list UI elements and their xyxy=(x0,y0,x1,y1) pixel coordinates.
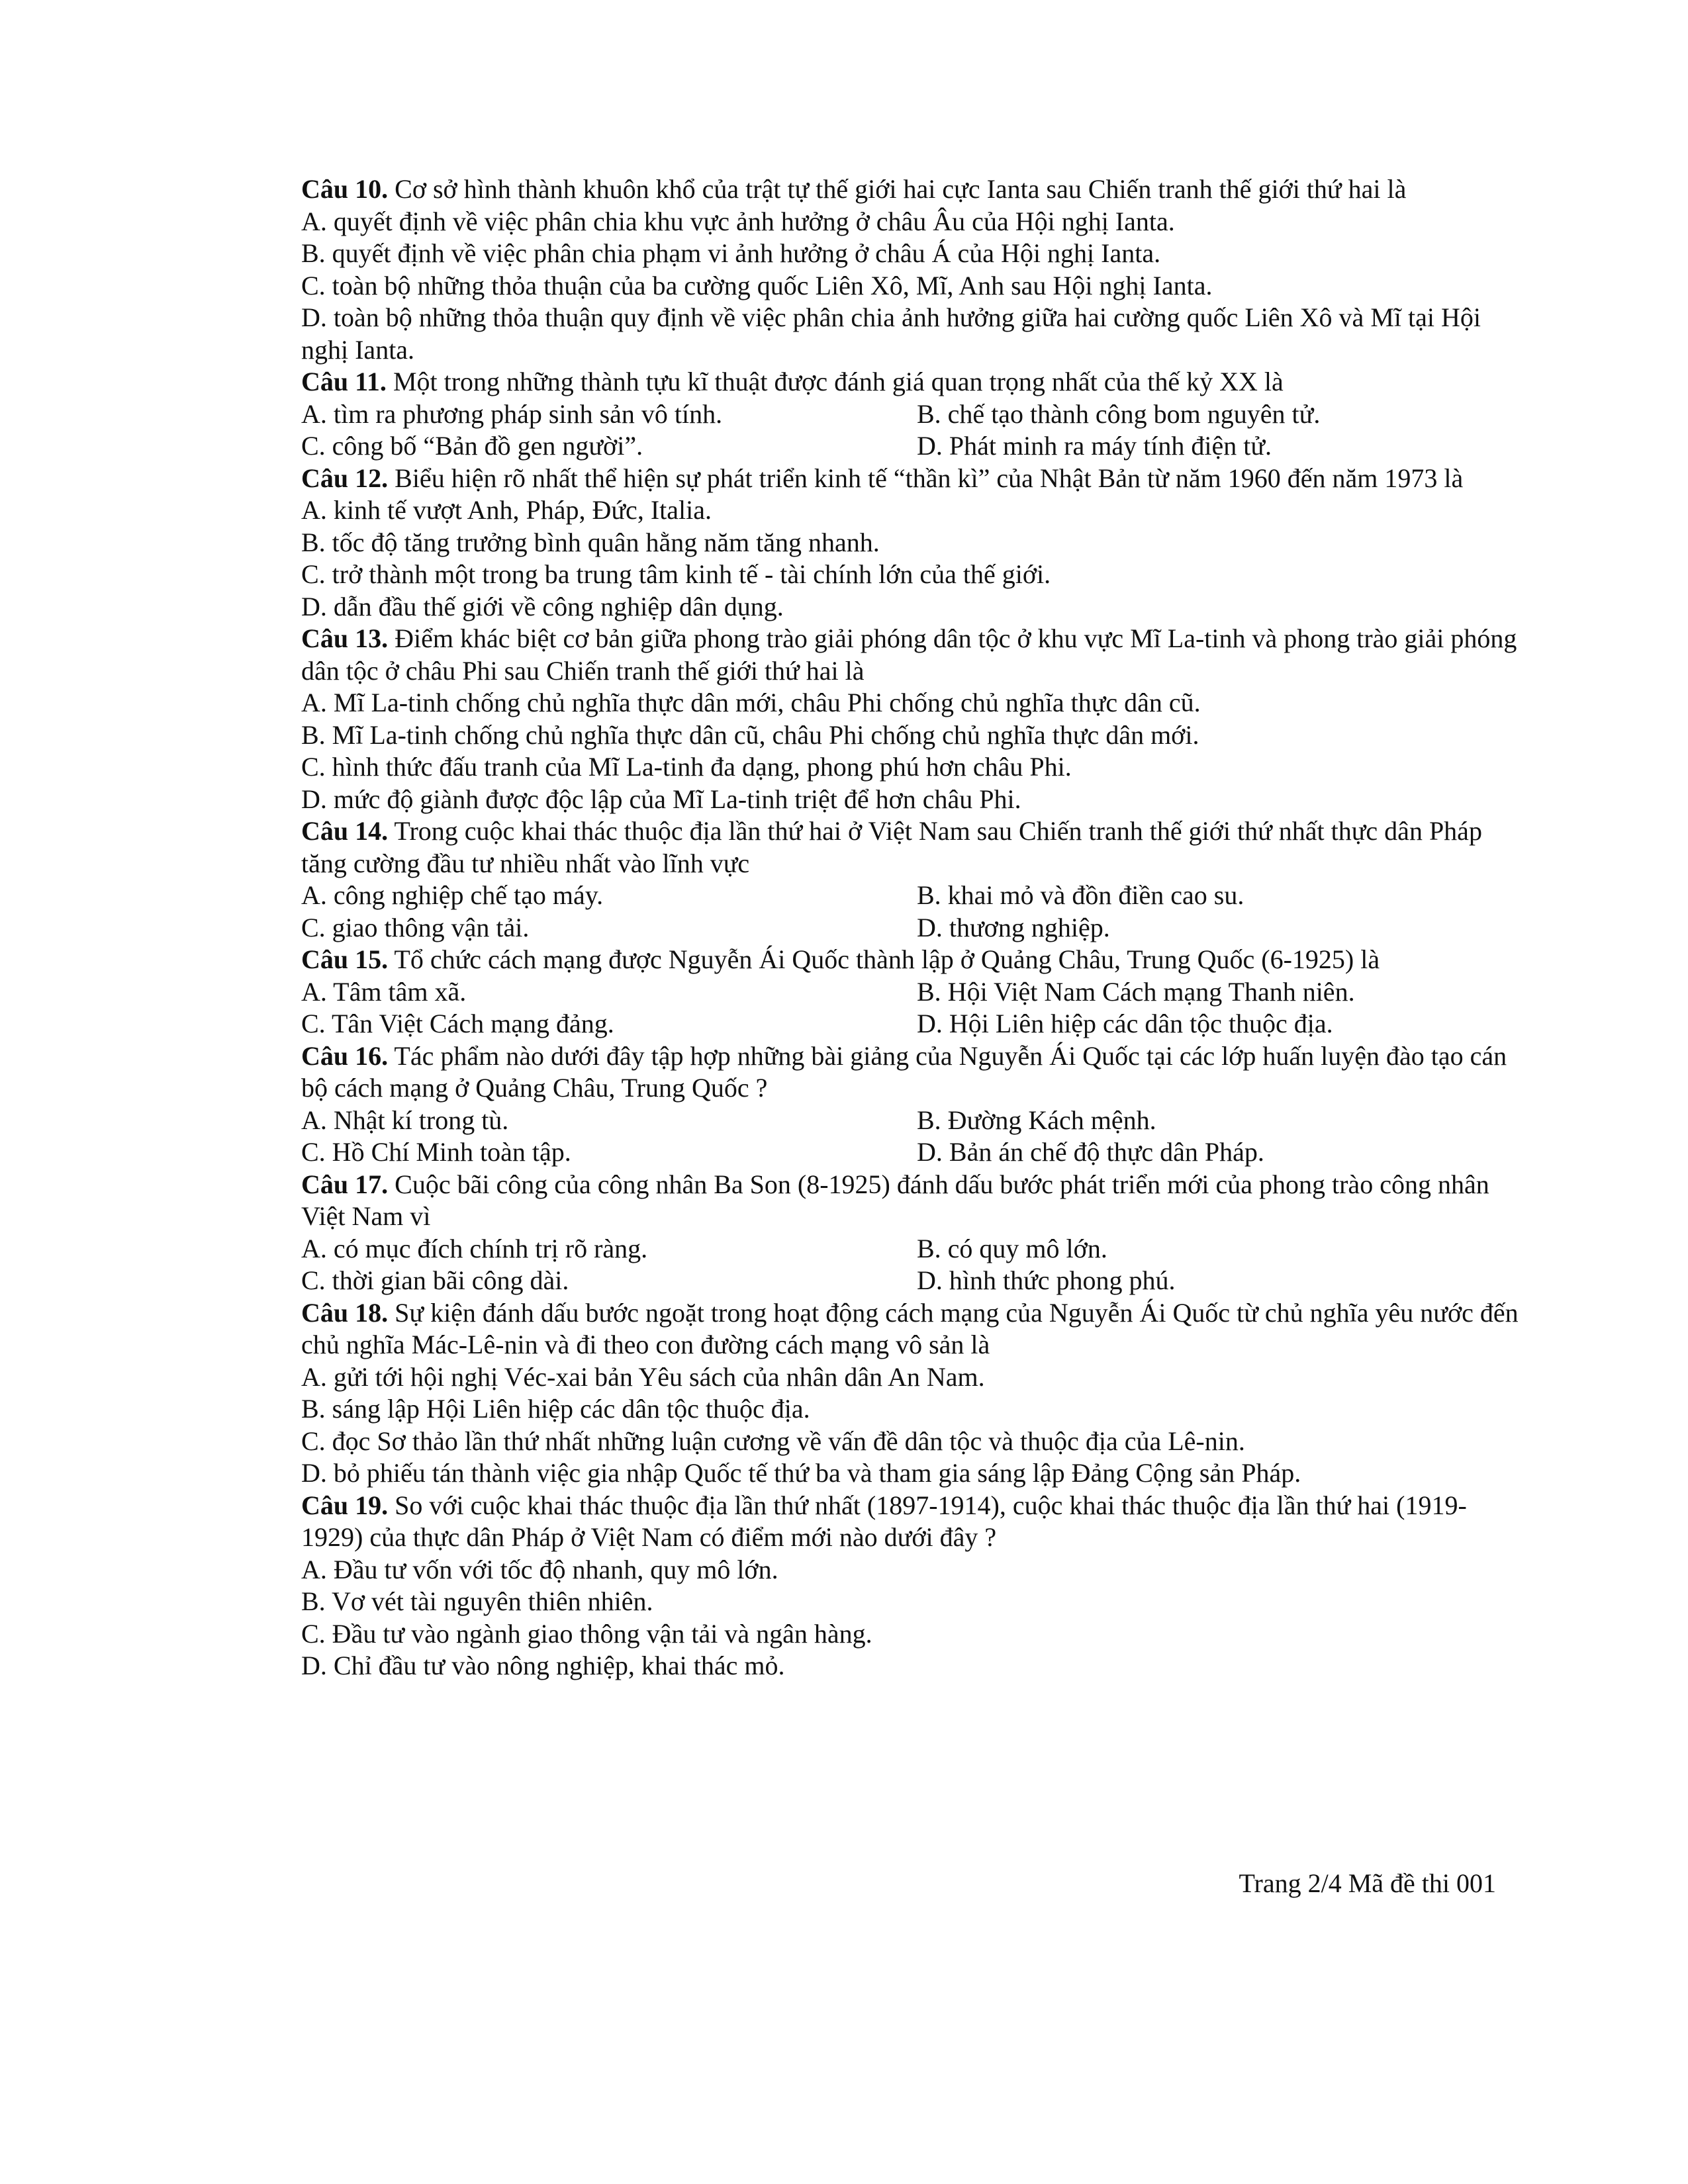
answer-row xyxy=(301,912,1519,944)
question-text: Cuộc bãi công của công nhân Ba Son (8-1925) đánh dấu bước phát triển mới của phong trào công nhân Việt Nam vì xyxy=(301,1169,1489,1231)
question-block xyxy=(301,944,1519,1040)
answer-option: B. quyết định về việc phân chia phạm vi ảnh hưởng ở châu Á của Hội nghị Ianta. xyxy=(301,238,1161,268)
answer-row xyxy=(301,880,1519,912)
answer-option: B. tốc độ tăng trưởng bình quân hằng năm tăng nhanh. xyxy=(301,527,880,557)
answer-option: B. Hội Việt Nam Cách mạng Thanh niên. xyxy=(917,976,1355,1007)
answer-option: B. chế tạo thành công bom nguyên tử. xyxy=(917,398,1321,429)
question-number: Câu 18. xyxy=(301,1297,389,1328)
question-stem xyxy=(301,173,1519,206)
question-text: Trong cuộc khai thác thuộc địa lần thứ hai ở Việt Nam sau Chiến tranh thế giới thứ nhất thực dân Pháp tăng cường đầu tư nhiều nhất vào lĩnh vực xyxy=(301,816,1482,878)
question-text: Cơ sở hình thành khuôn khổ của trật tự thế giới hai cực Ianta sau Chiến tranh thế giới thứ hai là xyxy=(395,174,1407,204)
question-number: Câu 17. xyxy=(301,1169,389,1199)
question-text: Tổ chức cách mạng được Nguyễn Ái Quốc thành lập ở Quảng Châu, Trung Quốc (6-1925) là xyxy=(394,944,1380,974)
answer-option: D. dẫn đầu thế giới về công nghiệp dân dụng. xyxy=(301,591,784,621)
question-text: Tác phẩm nào dưới đây tập hợp những bài giảng của Nguyễn Ái Quốc tại các lớp huấn luyện đào tạo cán bộ cách mạng ở Quảng Châu, Trung Quốc ? xyxy=(301,1040,1507,1103)
answer-row xyxy=(301,1008,1519,1040)
question-block xyxy=(301,1040,1519,1169)
answer-option: C. trở thành một trong ba trung tâm kinh tế - tài chính lớn của thế giới. xyxy=(301,559,1051,589)
answer-option: B. Mĩ La-tinh chống chủ nghĩa thực dân cũ, châu Phi chống chủ nghĩa thực dân mới. xyxy=(301,719,1199,750)
question-text: Biểu hiện rõ nhất thể hiện sự phát triển kinh tế “thần kì” của Nhật Bản từ năm 1960 đến năm 1973 là xyxy=(395,463,1464,493)
page-footer: Trang 2/4 Mã đề thi 001 xyxy=(1239,1868,1496,1898)
question-number: Câu 13. xyxy=(301,623,389,653)
answer-row xyxy=(301,976,1519,1009)
question-block xyxy=(301,366,1519,463)
question-number: Câu 16. xyxy=(301,1040,389,1071)
question-stem xyxy=(301,1040,1519,1105)
answer-option: C. toàn bộ những thỏa thuận của ba cường quốc Liên Xô, Mĩ, Anh sau Hội nghị Ianta. xyxy=(301,270,1213,300)
question-text: So với cuộc khai thác thuộc địa lần thứ nhất (1897-1914), cuộc khai thác thuộc địa lần thứ hai (1919-1929) của thực dân Pháp ở Việt Nam có điểm mới nào dưới đây ? xyxy=(301,1490,1467,1552)
answer-option: D. thương nghiệp. xyxy=(917,912,1110,942)
answer-option: B. có quy mô lớn. xyxy=(917,1233,1107,1263)
answer-row xyxy=(301,398,1519,431)
question-number: Câu 15. xyxy=(301,944,389,974)
question-number: Câu 10. xyxy=(301,174,389,204)
answer-row xyxy=(301,1265,1519,1297)
question-number: Câu 14. xyxy=(301,816,389,846)
answer-option: A. tìm ra phương pháp sinh sản vô tính. xyxy=(301,398,723,429)
answer-option: D. Bản án chế độ thực dân Pháp. xyxy=(917,1137,1264,1167)
answer-option: B. khai mỏ và đồn điền cao su. xyxy=(917,880,1244,910)
question-block xyxy=(301,173,1519,366)
answer-row xyxy=(301,1105,1519,1137)
question-block xyxy=(301,1297,1519,1490)
answer-option: D. Phát minh ra máy tính điện tử. xyxy=(917,431,1272,461)
answer-option: D. bỏ phiếu tán thành việc gia nhập Quốc tế thứ ba và tham gia sáng lập Đảng Cộng sản Pháp. xyxy=(301,1458,1301,1488)
question-stem xyxy=(301,1490,1519,1554)
question-block xyxy=(301,1490,1519,1682)
answer-option: A. Đầu tư vốn với tốc độ nhanh, quy mô lớn. xyxy=(301,1554,778,1584)
question-list xyxy=(301,173,1519,1682)
answer-row xyxy=(301,1233,1519,1265)
answer-option: A. kinh tế vượt Anh, Pháp, Đức, Italia. xyxy=(301,495,712,525)
answer-row xyxy=(301,1136,1519,1169)
question-stem xyxy=(301,463,1519,495)
question-text: Sự kiện đánh dấu bước ngoặt trong hoạt động cách mạng của Nguyễn Ái Quốc từ chủ nghĩa yêu nước đến chủ nghĩa Mác-Lê-nin và đi theo con đường cách mạng vô sản là xyxy=(301,1297,1519,1359)
answer-option: C. Đầu tư vào ngành giao thông vận tải và ngân hàng. xyxy=(301,1618,872,1649)
answer-option: B. Vơ vét tài nguyên thiên nhiên. xyxy=(301,1586,653,1616)
question-block xyxy=(301,1169,1519,1297)
question-text: Một trong những thành tựu kĩ thuật được đánh giá quan trọng nhất của thế kỷ XX là xyxy=(393,367,1284,396)
answer-option: D. hình thức phong phú. xyxy=(917,1265,1176,1295)
question-block xyxy=(301,463,1519,623)
answer-option: C. công bố “Bản đồ gen người”. xyxy=(301,431,643,461)
question-block xyxy=(301,815,1519,944)
question-text: Điểm khác biệt cơ bản giữa phong trào giải phóng dân tộc ở khu vực Mĩ La-tinh và phong trào giải phóng dân tộc ở châu Phi sau Chiến tranh thế giới thứ hai là xyxy=(301,623,1517,686)
answer-option: C. giao thông vận tải. xyxy=(301,912,530,942)
question-stem xyxy=(301,366,1519,398)
question-stem xyxy=(301,1297,1519,1361)
question-stem xyxy=(301,1169,1519,1233)
answer-option: B. Đường Kách mệnh. xyxy=(917,1105,1156,1135)
question-number: Câu 12. xyxy=(301,463,389,493)
answer-option: C. đọc Sơ thảo lần thứ nhất những luận cương về vấn đề dân tộc và thuộc địa của Lê-nin. xyxy=(301,1426,1245,1456)
question-stem xyxy=(301,623,1519,687)
answer-option: C. Tân Việt Cách mạng đảng. xyxy=(301,1009,614,1038)
answer-row xyxy=(301,430,1519,463)
answer-option: A. có mục đích chính trị rõ ràng. xyxy=(301,1233,648,1263)
answer-option: D. mức độ giành được độc lập của Mĩ La-tinh triệt để hơn châu Phi. xyxy=(301,784,1021,814)
question-stem xyxy=(301,944,1519,976)
answer-option: C. hình thức đấu tranh của Mĩ La-tinh đa dạng, phong phú hơn châu Phi. xyxy=(301,752,1072,782)
answer-option: A. công nghiệp chế tạo máy. xyxy=(301,880,604,910)
answer-option: D. Hội Liên hiệp các dân tộc thuộc địa. xyxy=(917,1009,1333,1038)
answer-option: A. gửi tới hội nghị Véc-xai bản Yêu sách của nhân dân An Nam. xyxy=(301,1361,985,1392)
answer-option: D. toàn bộ những thỏa thuận quy định về việc phân chia ảnh hưởng giữa hai cường quốc Liên Xô và Mĩ tại Hội nghị Ianta. xyxy=(301,302,1481,365)
answer-option: A. Mĩ La-tinh chống chủ nghĩa thực dân mới, châu Phi chống chủ nghĩa thực dân cũ. xyxy=(301,688,1201,717)
question-stem xyxy=(301,815,1519,880)
answer-option: A. quyết định về việc phân chia khu vực ảnh hưởng ở châu Âu của Hội nghị Ianta. xyxy=(301,206,1175,236)
answer-option: A. Tâm tâm xã. xyxy=(301,976,467,1007)
question-block xyxy=(301,623,1519,815)
question-number: Câu 19. xyxy=(301,1490,389,1520)
answer-option: C. thời gian bãi công dài. xyxy=(301,1265,569,1295)
answer-option: A. Nhật kí trong tù. xyxy=(301,1105,509,1135)
answer-option: C. Hồ Chí Minh toàn tập. xyxy=(301,1137,571,1167)
answer-option: D. Chỉ đầu tư vào nông nghiệp, khai thác mỏ. xyxy=(301,1651,785,1680)
answer-option: B. sáng lập Hội Liên hiệp các dân tộc thuộc địa. xyxy=(301,1394,810,1424)
question-number: Câu 11. xyxy=(301,367,387,396)
